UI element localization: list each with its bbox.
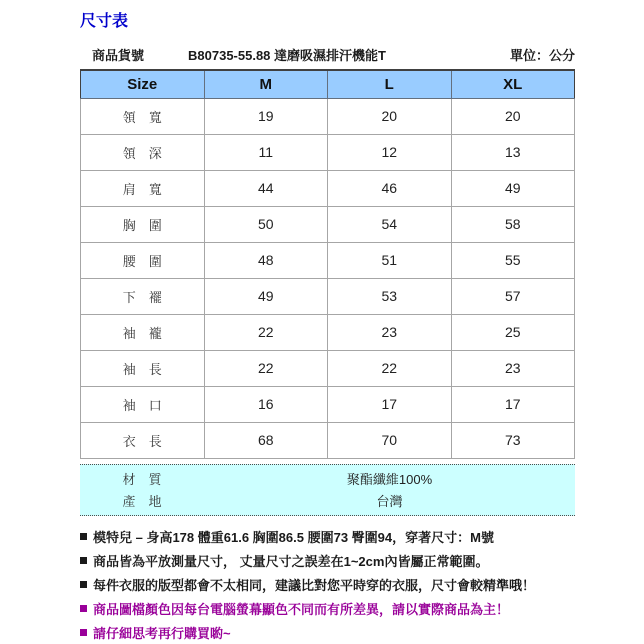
size-value-cell: 55	[451, 242, 575, 278]
table-row	[81, 278, 575, 314]
table-row	[81, 386, 575, 422]
square-bullet-icon	[80, 629, 87, 636]
size-table-header-row	[81, 70, 575, 98]
measurement-label: 袖 襱	[81, 314, 205, 350]
note-fit-advice	[80, 573, 640, 597]
product-details-block	[80, 464, 575, 516]
note-color-disclaimer	[80, 597, 640, 621]
column-header-xl: XL	[451, 70, 575, 98]
size-value-cell: 44	[204, 170, 328, 206]
note-text: 每件衣服的版型都會不太相同，建議比對您平時穿的衣服，尺寸會較精準哦！	[93, 578, 536, 593]
size-value-cell: 54	[328, 206, 452, 242]
size-value-cell: 49	[204, 278, 328, 314]
table-row	[81, 170, 575, 206]
origin-label: 產 地	[122, 494, 162, 509]
origin-row	[80, 490, 575, 512]
size-value-cell: 17	[451, 386, 575, 422]
size-value-cell: 23	[328, 314, 452, 350]
measurement-label: 腰 圍	[81, 242, 205, 278]
size-value-cell: 12	[328, 134, 452, 170]
page-title: 尺寸表	[80, 13, 129, 30]
size-value-cell: 25	[451, 314, 575, 350]
size-value-cell: 50	[204, 206, 328, 242]
square-bullet-icon	[80, 581, 87, 588]
size-value-cell: 70	[328, 422, 452, 458]
table-row	[81, 206, 575, 242]
size-value-cell: 53	[328, 278, 452, 314]
measurement-label: 領 寬	[81, 98, 205, 134]
size-value-cell: 68	[204, 422, 328, 458]
note-text: 模特兒 – 身高178 體重61.6 胸圍86.5 腰圍73 臀圍94，穿著尺寸：M號	[93, 530, 494, 545]
table-row	[81, 314, 575, 350]
measurement-label: 胸 圍	[81, 206, 205, 242]
size-value-cell: 46	[328, 170, 452, 206]
note-purchase-reminder	[80, 621, 640, 644]
measurement-label: 袖 長	[81, 350, 205, 386]
size-value-cell: 20	[328, 98, 452, 134]
measurement-label: 衣 長	[81, 422, 205, 458]
size-value-cell: 11	[204, 134, 328, 170]
note-text: 商品圖檔顏色因每台電腦螢幕顯色不同而有所差異，請以實際商品為主！	[93, 602, 510, 617]
size-value-cell: 22	[328, 350, 452, 386]
size-value-cell: 57	[451, 278, 575, 314]
product-info-row	[80, 45, 575, 64]
size-value-cell: 23	[451, 350, 575, 386]
note-text: 商品皆為平放測量尺寸， 丈量尺寸之誤差在1~2cm內皆屬正常範圍。	[93, 554, 489, 569]
size-value-cell: 20	[451, 98, 575, 134]
origin-value: 台灣	[376, 494, 403, 509]
size-value-cell: 73	[451, 422, 575, 458]
column-header-l: L	[328, 70, 452, 98]
product-name: B80735-55.88 達磨吸濕排汗機能T	[188, 48, 386, 63]
measurement-label: 袖 口	[81, 386, 205, 422]
square-bullet-icon	[80, 557, 87, 564]
measurement-label: 肩 寬	[81, 170, 205, 206]
note-measurement-tolerance	[80, 549, 640, 573]
material-label: 材 質	[122, 472, 162, 487]
column-header-size: Size	[81, 70, 205, 98]
measurement-label: 下 襬	[81, 278, 205, 314]
table-row	[81, 134, 575, 170]
product-code-label: 商品貨號	[92, 48, 145, 63]
material-value: 聚酯纖維100%	[346, 472, 433, 487]
size-value-cell: 22	[204, 350, 328, 386]
size-value-cell: 17	[328, 386, 452, 422]
table-row	[81, 242, 575, 278]
note-text: 請仔細思考再行購買喲~	[93, 626, 231, 641]
square-bullet-icon	[80, 605, 87, 612]
table-row	[81, 350, 575, 386]
measurement-label: 領 深	[81, 134, 205, 170]
size-value-cell: 48	[204, 242, 328, 278]
size-table	[80, 69, 575, 459]
table-row	[81, 422, 575, 458]
size-value-cell: 22	[204, 314, 328, 350]
material-row	[80, 468, 575, 490]
table-row	[81, 98, 575, 134]
square-bullet-icon	[80, 533, 87, 540]
column-header-m: M	[204, 70, 328, 98]
size-value-cell: 58	[451, 206, 575, 242]
size-value-cell: 51	[328, 242, 452, 278]
size-value-cell: 19	[204, 98, 328, 134]
size-value-cell: 16	[204, 386, 328, 422]
notes-block	[80, 525, 640, 644]
unit-label: 單位：公分	[509, 48, 575, 63]
note-model-info	[80, 525, 640, 549]
size-value-cell: 13	[451, 134, 575, 170]
size-value-cell: 49	[451, 170, 575, 206]
